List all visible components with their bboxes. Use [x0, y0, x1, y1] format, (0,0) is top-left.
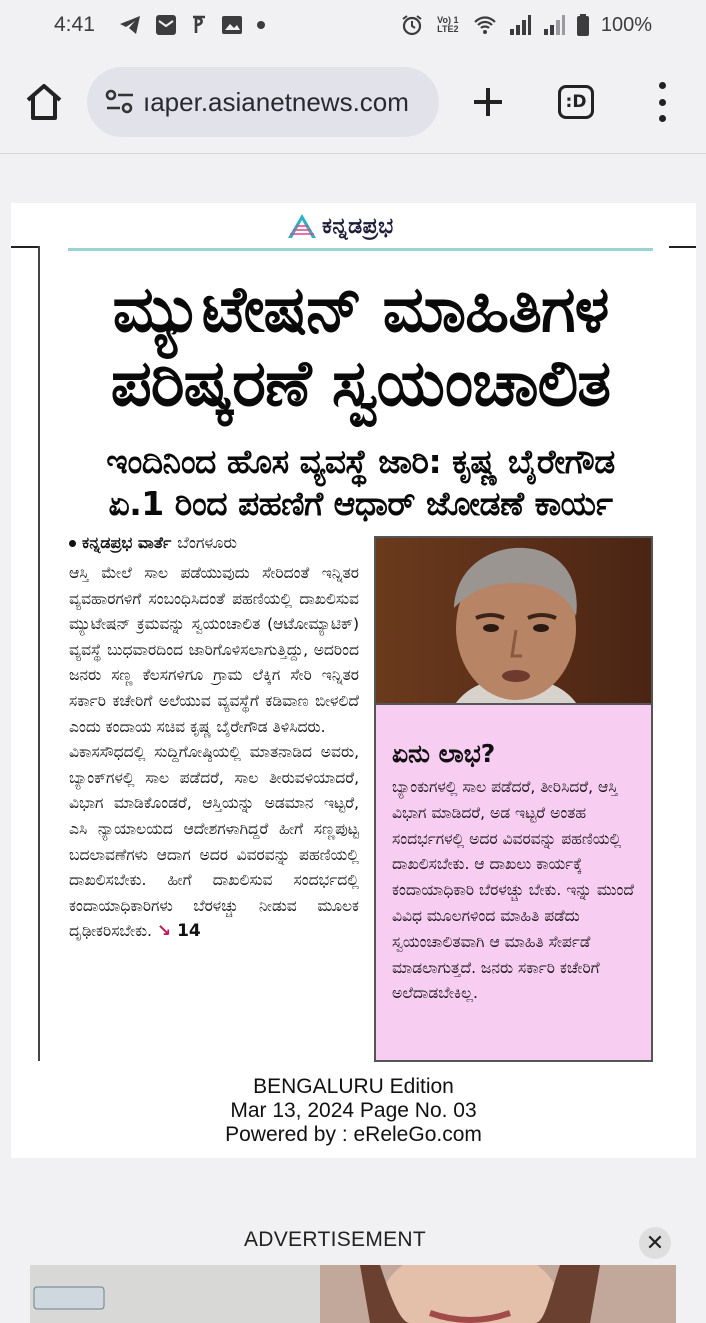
column-rule	[38, 246, 40, 1061]
address-bar[interactable]	[87, 67, 439, 137]
dot-icon	[257, 21, 265, 29]
arrow-icon: ↘	[156, 921, 172, 942]
signal-icon-1	[509, 15, 531, 35]
headline-line-2: ಪರಿಷ್ಕರಣೆ ಸ್ವಯಂಚಾಲಿತ	[110, 347, 611, 421]
logo-rule	[68, 248, 653, 251]
system-icons	[401, 14, 652, 37]
minister-photo	[374, 536, 653, 722]
newspaper-clipping	[11, 203, 696, 1073]
byline	[69, 533, 237, 553]
toolbar-divider	[0, 153, 706, 154]
continued-marker: ↘ 14	[156, 921, 201, 942]
new-tab-icon[interactable]	[468, 82, 508, 122]
gallery-icon	[221, 14, 243, 36]
alarm-icon	[401, 14, 423, 36]
edition-info	[11, 1075, 696, 1147]
headline-line-1: ಮ್ಯುಟೇಷನ್ ಮಾಹಿತಿಗಳ	[112, 273, 609, 347]
ad-image	[30, 1265, 676, 1323]
bullet-icon	[69, 540, 76, 547]
telegram-icon	[119, 15, 141, 35]
close-ad-icon[interactable]: ✕	[639, 1227, 671, 1259]
phonepe-icon	[191, 14, 207, 36]
rule-left	[11, 246, 39, 248]
tab-switcher-button[interactable]: :D	[558, 85, 594, 119]
benefits-sidebar	[374, 703, 653, 1062]
logo-text: ಕನ್ನಡಪ್ರಭ	[322, 213, 394, 239]
home-icon[interactable]	[22, 80, 66, 124]
article-paragraph-1: ಆಸ್ತಿ ಮೇಲೆ ಸಾಲ ಪಡೆಯುವುದು ಸೇರಿದಂತೆ ಇನ್ನಿತರ ವ್ಯವಹಾರಗಳಿಗೆ ಸಂಬಂಧಿಸಿದಂತೆ ಪಹಣಿಯಲ್ಲಿ ದಾಖಲಿಸುವ ಮ್ಯುಟೇಷನ್ ಕ್ರಮವನ್ನು ಸ್ವಯಂಚಾಲಿತ (ಆಟೋಮ್ಯಾಟಿಕ್) ವ್ಯವಸ್ಥೆ ಬುಧವಾರದಿಂದ ಜಾರಿಗೊಳಿಸಲಾಗುತ್ತಿದ್ದು, ಅದರಿಂದ ಜನರು ಸಣ್ಣ ಕೆಲಸಗಳಿಗೂ ಗ್ರಾಮ ಲೆಕ್ಕಿಗ ಸೇರಿ ಇನ್ನಿತರ ಸರ್ಕಾರಿ ಕಚೇರಿಗೆ ಅಲೆಯುವ ವ್ಯವಸ್ಥೆಗೆ ಕಡಿವಾಣ ಬೀಳಲಿದೆ ಎಂದು ಕಂದಾಯ ಸಚಿವ ಕೃಷ್ಣ ಬೈರೇಗೌಡ ತಿಳಿಸಿದರು.	[69, 564, 359, 736]
newspaper-logo	[286, 209, 394, 243]
browser-toolbar	[0, 58, 706, 150]
status-bar	[0, 0, 706, 50]
wifi-icon	[473, 15, 497, 35]
battery-icon	[577, 14, 589, 36]
volte-indicator: Vo) 1 LTE2	[437, 15, 459, 34]
advertisement-banner[interactable]	[30, 1265, 676, 1323]
edition-date-page: Mar 13, 2024 Page No. 03	[230, 1099, 477, 1122]
kannadaprabha-logo-icon	[286, 212, 318, 240]
portrait-image	[376, 538, 653, 722]
subhead-line-2: ಏ.1 ರಿಂದ ಪಹಣಿಗೆ ಆಧಾರ್ ಜೋಡಣೆ ಕಾರ್ಯ	[108, 484, 613, 523]
subheadline	[68, 441, 653, 525]
article-paragraph-2: ವಿಕಾಸಸೌಧದಲ್ಲಿ ಸುದ್ದಿಗೋಷ್ಠಿಯಲ್ಲಿ ಮಾತನಾಡಿದ ಅವರು, ಬ್ಯಾಂಕ್‌ಗಳಲ್ಲಿ ಸಾಲ ಪಡೆದರೆ, ಸಾಲ ತೀರುವಳಿಯಾದರೆ, ವಿಭಾಗ ಮಾಡಿಕೊಂಡರೆ, ಆಸ್ತಿಯನ್ನು ಅಡಮಾನ ಇಟ್ಟರೆ, ಎಸಿ ನ್ಯಾಯಾಲಯದ ಆದೇಶಗಳಾಗಿದ್ದರೆ ಹೀಗೆ ಸಣ್ಣಪುಟ್ಟ ಬದಲಾವಣೆಗಳು ಆದಾಗ ಅದರ ವಿವರವನ್ನು ಪಹಣಿಯಲ್ಲಿ ದಾಖಲಿಸಬೇಕು. ಹೀಗೆ ದಾಖಲಿಸುವ ಸಂದರ್ಭದಲ್ಲಿ ಕಂದಾಯಾಧಿಕಾರಿಗಳು ಬೆರಳಚ್ಚು ನೀಡುವ ಮೂಲಕ ದೃಢೀಕರಿಸಬೇಕು. ↘ 14	[69, 743, 359, 942]
edition-name: BENGALURU Edition	[253, 1075, 454, 1098]
article-body	[69, 561, 359, 945]
sidebar-title: ಏನು ಲಾಭ?	[392, 739, 496, 768]
status-time: 4:41	[54, 13, 95, 36]
overflow-menu-icon[interactable]	[650, 82, 674, 122]
rule-right	[669, 246, 696, 248]
advertisement-label: ADVERTISEMENT	[243, 1228, 427, 1251]
site-settings-icon[interactable]	[105, 89, 135, 115]
epaper-article-card[interactable]	[11, 203, 696, 1158]
signal-icon-2	[543, 15, 565, 35]
url-text[interactable]: ıaper.asianetnews.com	[143, 86, 409, 117]
byline-agency: ಕನ್ನಡಪ್ರಭ ವಾರ್ತೆ	[82, 533, 172, 552]
battery-percent: 100%	[600, 13, 652, 36]
notification-icons	[119, 14, 265, 36]
subhead-line-1: ಇಂದಿನಿಂದ ಹೊಸ ವ್ಯವಸ್ಥೆ ಜಾರಿ: ಕೃಷ್ಣ ಬೈರೇಗೌಡ	[106, 442, 615, 481]
edition-powered-by: Powered by : eReleGo.com	[225, 1123, 482, 1146]
sidebar-body: ಬ್ಯಾಂಕುಗಳಲ್ಲಿ ಸಾಲ ಪಡೆದರೆ, ತೀರಿಸಿದರೆ, ಆಸ್ತಿ ವಿಭಾಗ ಮಾಡಿದರೆ, ಅಡ ಇಟ್ಟರೆ ಅಂತಹ ಸಂದರ್ಭಗಳಲ್ಲಿ ಅದರ ವಿವರವನ್ನು ಪಹಣಿಯಲ್ಲಿ ದಾಖಲಿಸಬೇಕು. ಆ ದಾಖಲು ಕಾರ್ಯಕ್ಕೆ ಕಂದಾಯಾಧಿಕಾರಿ ಬೆರಳಚ್ಚು ಬೇಕು. ಇನ್ನು ಮುಂದೆ ವಿವಿಧ ಮೂಲಗಳಿಂದ ಮಾಹಿತಿ ಪಡೆದು ಸ್ವಯಂಚಾಲಿತವಾಗಿ ಆ ಮಾಹಿತಿ ಸೇರ್ಪಡೆ ಮಾಡಲಾಗುತ್ತದೆ. ಜನರು ಸರ್ಕಾರಿ ಕಚೇರಿಗೆ ಅಲೆದಾಡಬೇಕಿಲ್ಲ.	[392, 778, 635, 1003]
headline	[68, 273, 653, 421]
mail-icon	[155, 14, 177, 36]
byline-place: ಬೆಂಗಳೂರು	[177, 533, 238, 552]
